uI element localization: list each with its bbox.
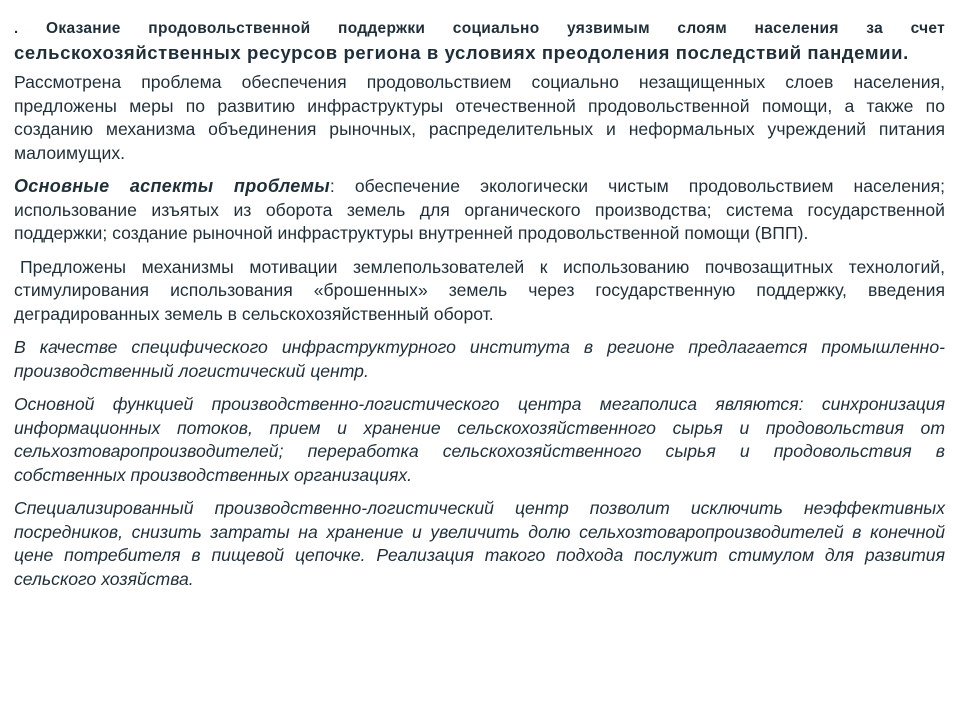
paragraph-problem: Рассмотрена проблема обеспечения продовольствием социально незащищенных слоев населения, предложены меры по развитию инфраструктуры отечественной продовольственной помощи, а также по созданию механизма объединения рыночных, распределительных и неформальных учреждений питания малоимущих.: [14, 72, 945, 163]
paragraph-functions: Основной функцией производственно-логистического центра мегаполиса являются: синхронизация информационных потоков, прием и хранение сельскохозяйственного сырья и продовольствия от сельхозтоваропроизводителей; переработка сельскохозяйственного сырья и продовольствия в собственных производственных организациях.: [14, 394, 945, 485]
slide-content: [14, 16, 945, 591]
slide-title: . Оказание продовольственной поддержки социально уязвимым слоям населения за счет сельскохозяйственных ресурсов региона в условиях преодоления последствий пандемии.: [14, 20, 945, 63]
title-part-2: сельскохозяйственных ресурсов региона в условиях преодоления последствий пандемии: [14, 41, 904, 63]
title-part-1: Оказание продовольственной поддержки социально уязвимым слоям населения за счет: [46, 20, 945, 37]
paragraph-mechanisms: Предложены механизмы мотивации землепользователей к использованию почвозащитных технологий, стимулирования использования «брошенных» земель через государственную поддержку, введения деградированных земель в сельскохозяйственный оборот.: [14, 256, 945, 324]
paragraph-logistics-center: В качестве специфического инфраструктурного института в регионе предлагается промышленно-производственный логистический центр.: [14, 337, 945, 381]
paragraph-aspects: [14, 175, 945, 246]
aspects-text: : обеспечение экологически чистым продовольствием населения; использование изъятых из оборота земель для органического производства; система государственной поддержки; создание рыночной инфраструктуры внутренней продовольственной помощи (ВПП).: [14, 176, 945, 243]
aspects-lead: Основные аспекты проблемы: [14, 176, 330, 196]
paragraph-benefits: Специализированный производственно-логистический центр позволит исключить неэффективных посредников, снизить затраты на хранение и увеличить долю сельхозтоваропроизводителей в конечной цене потребителя в пищевой цепочке. Реализация такого подхода послужит стимулом для развития сельского хозяйства.: [14, 498, 945, 589]
title-bullet: .: [14, 20, 19, 37]
